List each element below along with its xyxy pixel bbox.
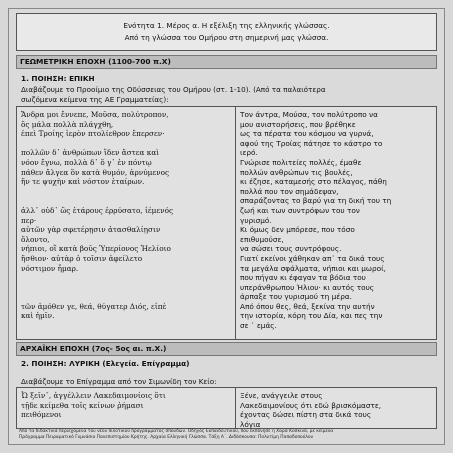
modern-verse-line: να σώσει τους συντρόφους. <box>240 244 342 254</box>
modern-verse-line: πολλών ανθρώπων τις βουλές, <box>240 167 353 177</box>
ancient-verse-line: ἀλλ᾽ οὐδ᾽ ὣς ἑτάρους ἐρρύσατο, ἱέμενός <box>21 205 174 215</box>
footer-line-1: Από τα διδακτικά περιεχόμενα του νέου πιλοτικού προγράμματος σπουδών. Οδηγός Εκπαιδευτικού, που εκπόνησε η Χαρά Κοσκινά, με κείμενα <box>19 429 334 434</box>
ancient-verse-line: ὄλοντο, <box>21 234 50 244</box>
epic-poetry-title: 1. ΠΟΙΗΣΗ: ΕΠΙΚΗ <box>21 74 95 83</box>
ancient-verse-line: ὃς μάλα πολλὰ πλάγχθη, <box>21 119 114 129</box>
modern-verse-line: ζωή και των συντρόφων του τον <box>240 205 360 215</box>
epigram-modern-line: Λακεδαιμονίους ότι εδώ βρισκόμαστε, <box>240 400 382 410</box>
epigram-modern-line: λόγια <box>240 419 261 429</box>
source-footer <box>19 429 436 440</box>
modern-verse-line: αφού της Τροίας πάτησε το κάστρο το <box>240 138 383 148</box>
ancient-verse-line: πολλῶν δ᾽ ἀνθρώπων ἴδεν ἄστεα καὶ <box>21 148 160 158</box>
ancient-text-column <box>17 107 236 339</box>
epigram-ancient-line: Ὦ ξεῖν᾽, ἀγγέλλειν Λακεδαιμονίοις ὅτι <box>21 391 166 400</box>
ancient-verse-line <box>21 273 231 283</box>
modern-verse-line: γυρισμό. <box>240 215 272 225</box>
modern-verse-line: Από όπου θες, θεά, ξεκίνα την αυτήν <box>240 301 375 311</box>
ancient-verse-line: καὶ ἡμῖν. <box>21 311 55 321</box>
ancient-verse-line: ἥν τε ψυχὴν καὶ νόστον ἑταίρων. <box>21 177 145 187</box>
ancient-verse-line: τῶν ἁμόθεν γε, θεά, θύγατερ Διός, εἰπὲ <box>21 301 167 311</box>
unit-subtitle: Από τη γλώσσα του Ομήρου στη σημερινή μας γλώσσα. <box>124 33 329 42</box>
ancient-verse-line: νήπιοι, οἳ κατὰ βοῦς Ὑπερίονος Ἠελίοιο <box>21 244 171 254</box>
modern-translation-column <box>236 107 436 339</box>
epigram-modern-column <box>236 388 436 428</box>
ancient-verse-line <box>21 292 231 302</box>
ancient-verse-line: πάθεν ἄλγεα ὃν κατὰ θυμόν, ἀρνύμενος <box>21 167 170 177</box>
modern-verse-line: πολλά που τον σημάδεψαν, <box>240 186 339 196</box>
odyssey-intro-line-1: Διαβάζουμε το Προοίμιο της Οδύσσειας του Ομήρου (στ. 1-10). (Από τα παλαιότερα <box>21 85 326 94</box>
modern-verse-line: την ιστορία, κόρη του Δία, και πες την <box>240 311 383 321</box>
modern-verse-line: σπαράζοντας το βαρύ για τη δική του τη <box>240 196 392 206</box>
odyssey-intro <box>21 85 431 105</box>
modern-verse-line: τα μεγάλα σφάλματα, νήπιοι και μωροί, <box>240 263 386 273</box>
archaic-era-heading: ΑΡΧΑΪΚΗ ΕΠΟΧΗ (7ος- 5ος αι. π.Χ.) <box>16 342 437 356</box>
odyssey-text-table <box>16 106 437 340</box>
ancient-verse-line: περ· <box>21 215 37 225</box>
ancient-verse-line: ἐπεὶ Τροίης ἱερὸν πτολίεθρον ἔπερσεν· <box>21 129 165 139</box>
ancient-verse-line: Ἄνδρα μοι ἔννεπε, Μοῦσα, πολύτροπον, <box>21 110 169 119</box>
document-page <box>8 8 445 445</box>
ancient-verse-line: νόον ἔγνω, πολλὰ δ᾽ ὅ γ᾽ ἐν πόντῳ <box>21 157 152 167</box>
epigram-ancient-line: πειθόμενοι <box>21 410 62 420</box>
epigram-modern-line: έχοντας δώσει πίστη στα δικά τους <box>240 410 372 420</box>
ancient-verse-line <box>21 196 231 206</box>
modern-verse-line: Γιατί εκείνοι χάθηκαν απ᾽ τα δικά τους <box>240 253 385 263</box>
ancient-verse-line: αὐτῶν γὰρ σφετέρῃσιν ἀτασθαλίῃσιν <box>21 225 161 235</box>
ancient-verse-line: νόστιμον ἦμαρ. <box>21 263 79 273</box>
modern-verse-line: επιθυμούσε, <box>240 234 284 244</box>
epigram-ancient-line: τῇδε κείμεθα τοῖς κείνων ῥήμασι <box>21 400 144 410</box>
modern-verse-line: που πήγαν κι έφαγαν τα βόδια του <box>240 273 366 283</box>
epigram-modern-line: Ξένε, ανάγγειλε στους <box>240 391 323 400</box>
unit-title: Ενότητα 1. Μέρος α. Η εξέλιξη της ελληνικής γλώσσας. <box>123 21 330 30</box>
epigram-intro: Διαβάζουμε το Επίγραμμα από τον Σιμωνίδη τον Κείο: <box>21 377 217 386</box>
ancient-verse-line <box>21 283 231 293</box>
ancient-verse-line: ἤσθιον· αὐτὰρ ὁ τοῖσιν ἀφείλετο <box>21 253 143 263</box>
epigram-text-table <box>16 387 437 429</box>
unit-header-box <box>16 13 437 51</box>
modern-verse-line: σε ᾽ εμάς. <box>240 321 277 331</box>
ancient-verse-line <box>21 187 231 197</box>
epigram-ancient-column <box>17 388 236 428</box>
modern-verse-line: άρπαξε του γυρισμού τη μέρα. <box>240 292 352 302</box>
modern-verse-line: Τον άντρα, Μούσα, τον πολύτροπο να <box>240 110 378 119</box>
lyric-poetry-title: 2. ΠΟΙΗΣΗ: ΛΥΡΙΚΗ (Ελεγεία. Επίγραμμα) <box>21 359 190 368</box>
odyssey-intro-line-2: σωζόμενα κείμενα της ΑΕ Γραμματείας): <box>21 95 169 104</box>
modern-verse-line: υπεράνθρωπου Ήλιου· κι αυτός τους <box>240 282 375 292</box>
modern-verse-line: κι έζησε, καταμεσής στο πέλαγος, πάθη <box>240 177 387 187</box>
modern-verse-line: Κι όμως δεν μπόρεσε, που τόσο <box>240 225 355 235</box>
modern-verse-line: Γνώρισε πολιτείες πολλές, έμαθε <box>240 157 362 167</box>
ancient-verse-line <box>21 139 231 149</box>
modern-verse-line: μου ανιστορήσεις, που βρέθηκε <box>240 119 356 129</box>
geometric-era-heading: ΓΕΩΜΕΤΡΙΚΗ ΕΠΟΧΗ (1100-700 π.Χ) <box>16 55 437 69</box>
footer-line-2: Πρόγραμμα Πειραματικό Γυμνάσιο Πανεπιστημίου Κρήτης. Αρχαία Ελληνική Γλώσσα. Τάξη Α΄. Διδάσκουσα: Πολυτίμη Παπαδοπούλου <box>19 434 314 440</box>
modern-verse-line: ως τα πέρατα του κόσμου να γυρνά, <box>240 129 374 139</box>
modern-verse-line: ιερό. <box>240 148 258 158</box>
